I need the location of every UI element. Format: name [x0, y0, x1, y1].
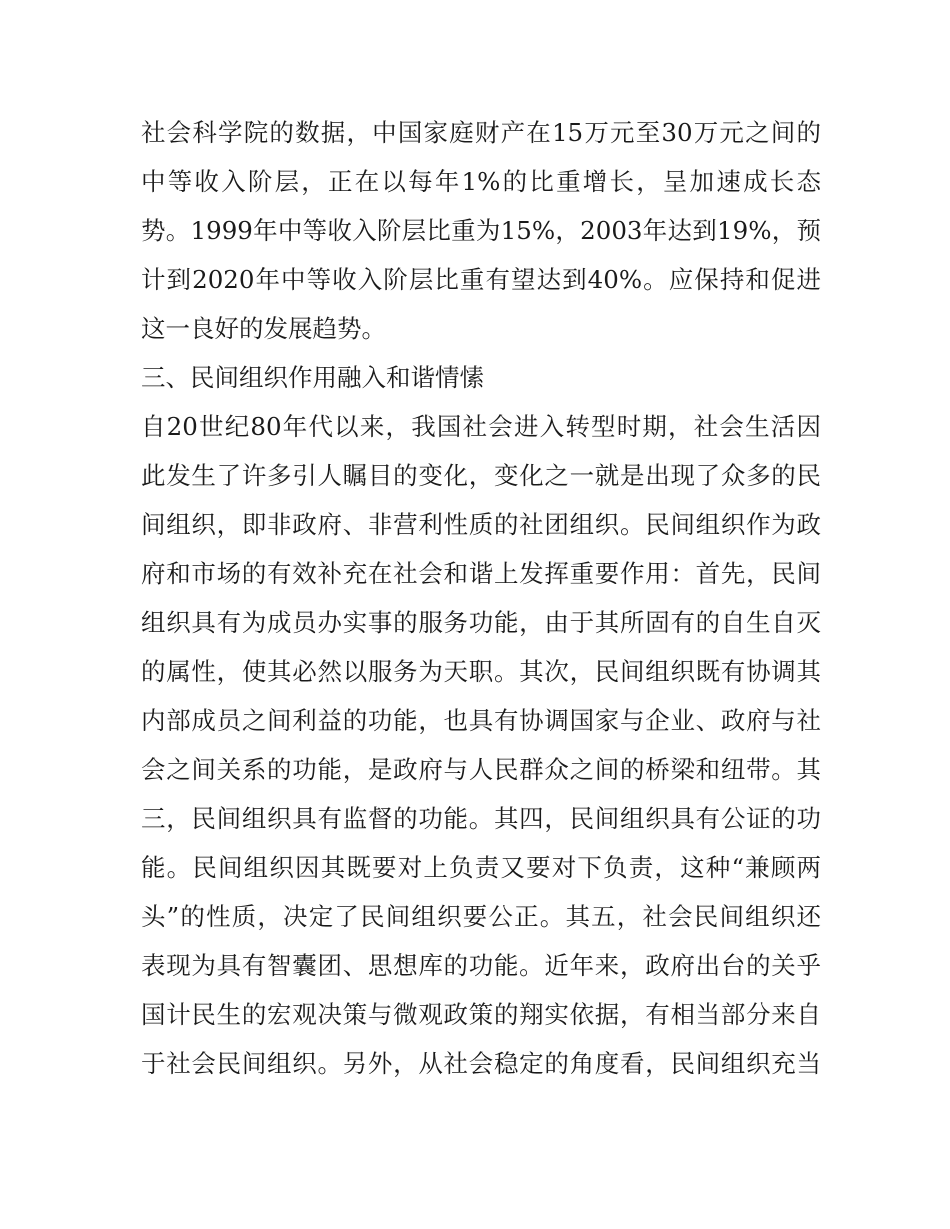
text-line: 府和市场的有效补充在社会和谐上发挥重要作用：首先，民间 [141, 559, 821, 588]
text-line: 于社会民间组织。另外，从社会稳定的角度看，民间组织充当 [141, 1049, 821, 1078]
text-line: 中等收入阶层，正在以每年1%的比重增长，呈加速成长态 [141, 167, 821, 196]
text-line: 自20世纪80年代以来，我国社会进入转型时期，社会生活因 [141, 412, 821, 441]
text-line: 国计民生的宏观决策与微观政策的翔实依据，有相当部分来自 [141, 1000, 821, 1029]
text-line: 组织具有为成员办实事的服务功能，由于其所固有的自生自灭 [141, 608, 821, 637]
text-line: 这一良好的发展趋势。 [141, 314, 386, 343]
text-line: 此发生了许多引人瞩目的变化，变化之一就是出现了众多的民 [141, 461, 821, 490]
text-line: 头”的性质，决定了民间组织要公正。其五，社会民间组织还 [141, 902, 821, 931]
text-line: 的属性，使其必然以服务为天职。其次，民间组织既有协调其 [141, 657, 821, 686]
text-line: 内部成员之间利益的功能，也具有协调国家与企业、政府与社 [141, 706, 821, 735]
body-text [141, 108, 821, 1088]
text-line: 计到2020年中等收入阶层比重有望达到40%。应保持和促进 [141, 265, 821, 294]
text-line: 三，民间组织具有监督的功能。其四，民间组织具有公证的功 [141, 804, 821, 833]
text-line: 间组织，即非政府、非营利性质的社团组织。民间组织作为政 [141, 510, 821, 539]
section-heading: 三、民间组织作用融入和谐情愫 [141, 363, 484, 392]
text-line: 势。1999年中等收入阶层比重为15%，2003年达到19%，预 [141, 216, 822, 245]
text-line: 表现为具有智囊团、思想库的功能。近年来，政府出台的关乎 [141, 951, 821, 980]
text-line: 社会科学院的数据，中国家庭财产在15万元至30万元之间的 [141, 118, 821, 147]
text-line: 会之间关系的功能，是政府与人民群众之间的桥梁和纽带。其 [141, 755, 821, 784]
text-line: 能。民间组织因其既要对上负责又要对下负责，这种“兼顾两 [141, 853, 821, 882]
